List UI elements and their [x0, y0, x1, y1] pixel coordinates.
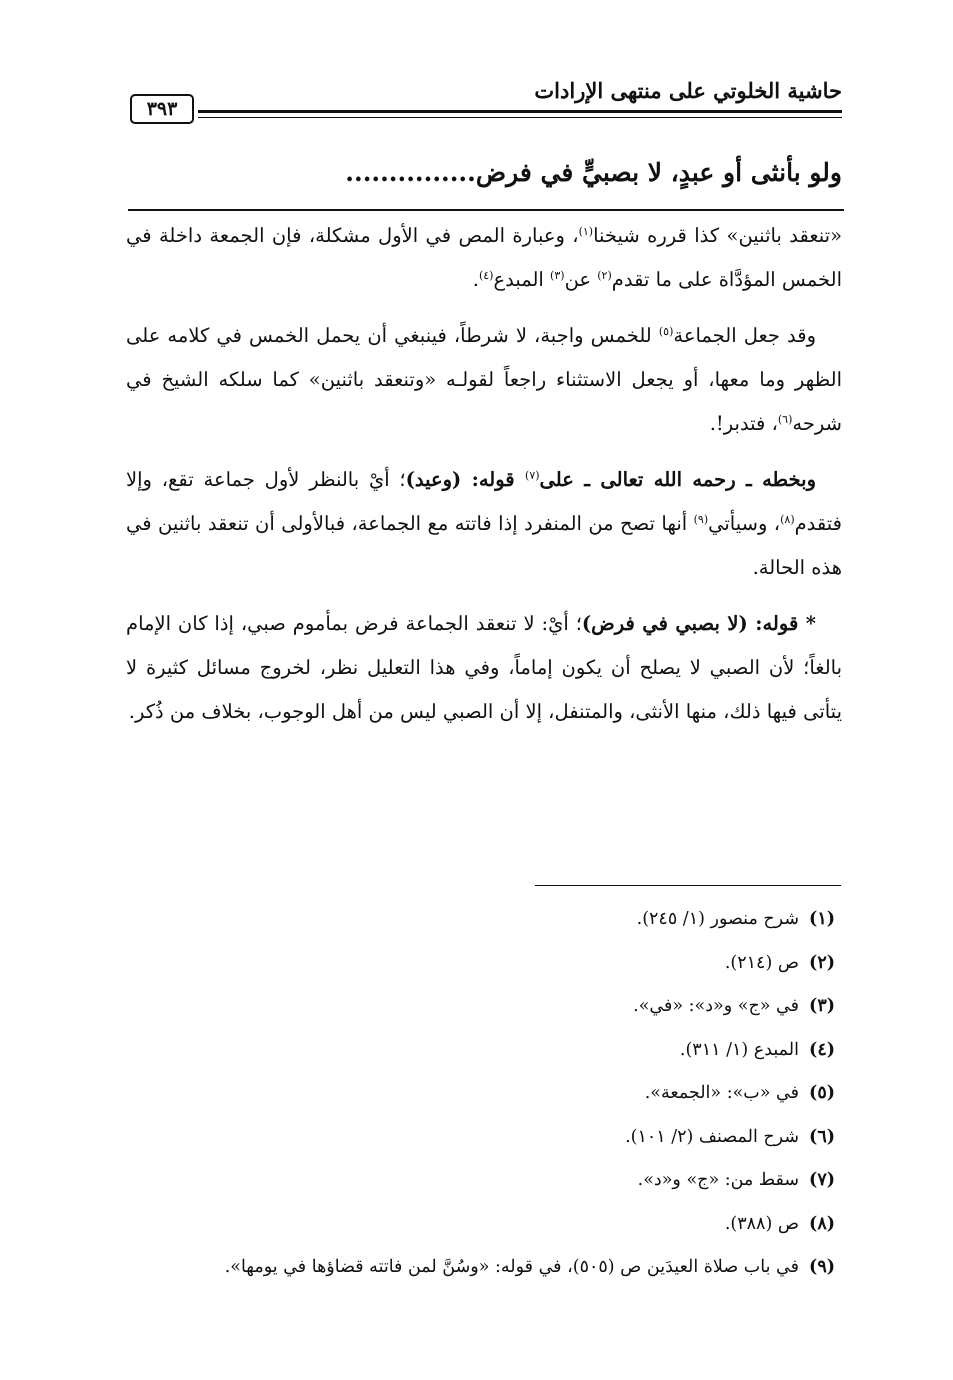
- footnote-number: (٧): [809, 1170, 835, 1190]
- footnote-text: المبدع (١/ ٣١١).: [679, 1039, 799, 1060]
- footnote-number: (٤): [809, 1039, 835, 1060]
- footnote-item: [129, 1159, 835, 1203]
- footnote-number: (٩): [809, 1257, 835, 1277]
- footnote-item: [129, 1116, 835, 1160]
- footnote-text: ص (٣٨٨).: [724, 1213, 799, 1234]
- page-number: ٣٩٣: [130, 94, 194, 124]
- footnote-divider: [535, 885, 841, 886]
- footnote-number: (٣): [809, 996, 835, 1016]
- text-run: المبدع: [493, 268, 551, 291]
- footnote-text: في باب صلاة العيدَين ص (٥٠٥)، في قوله: «وسُنَّ لمن فاتته قضاؤها في يومها».: [224, 1257, 799, 1277]
- footnote-ref[interactable]: (٧): [525, 469, 540, 482]
- text-run: ؛ أيْ بالنظر لأول جماعة تقع، وإلا فتقدم: [126, 468, 842, 535]
- text-run: للخمس واجبة، لا شرطاً، فينبغي أن يحمل الخمس في كلامه على الظهر وما معها، أو يجعل الاستثناء راجعاً لقولـه «وتنعقد باثنين» كما سلكه الشيخ في شرحه: [126, 324, 842, 435]
- running-title: حاشية الخلوتي على منتهى الإرادات: [534, 78, 842, 103]
- footnotes-list: [129, 898, 835, 1290]
- footnote-item: [129, 1029, 835, 1073]
- commentary-paragraph: [126, 458, 842, 590]
- footnote-ref[interactable]: (٤): [478, 269, 494, 282]
- commentary-paragraph: [126, 314, 842, 446]
- text-run: عن: [564, 268, 598, 291]
- footnote-number: (٥): [809, 1083, 835, 1103]
- text-run: وقد جعل الجماعة: [673, 324, 816, 347]
- text-run: * قوله: (لا بصبي في فرض): [581, 612, 816, 635]
- footnote-number: (١): [809, 909, 835, 929]
- footnote-ref[interactable]: (٣): [550, 269, 565, 282]
- footnote-ref[interactable]: (١): [578, 225, 594, 238]
- footnote-item: [129, 1246, 835, 1290]
- footnote-text: في «ب»: «الجمعة».: [644, 1083, 799, 1103]
- footnote-text: في «ج» و«د»: «في».: [633, 996, 799, 1016]
- footnote-number: (٨): [809, 1213, 835, 1234]
- footnote-number: (٦): [809, 1126, 835, 1147]
- text-run: ، فتدبر!.: [709, 412, 778, 435]
- text-run: ، وعبارة المص في الأول مشكلة، فإن الجمعة داخلة في الخمس المؤدَّاة على ما تقدم: [126, 224, 842, 291]
- footnote-item: [129, 1203, 835, 1247]
- footnote-item: [129, 985, 835, 1029]
- footnote-text: ص (٢١٤).: [724, 952, 799, 973]
- footnote-text: سقط من: «ج» و«د».: [637, 1170, 799, 1190]
- footnote-ref[interactable]: (٥): [658, 325, 674, 338]
- header-rule-thin: [198, 117, 842, 118]
- header-rule: [198, 110, 842, 113]
- footnote-ref[interactable]: (٩): [693, 513, 709, 526]
- matn-text: ولو بأنثى أو عبدٍ، لا بصبيٍّ في فرض: [475, 158, 842, 187]
- footnote-ref[interactable]: (٨): [780, 513, 795, 526]
- footnote-ref[interactable]: (٢): [597, 269, 612, 282]
- matn-divider: [128, 209, 844, 211]
- text-run: أنها تصح من المنفرد إذا فاتته مع الجماعة، فبالأولى أن تنعقد باثنين في هذه الحالة.: [126, 512, 842, 579]
- footnote-item: [129, 942, 835, 986]
- footnote-ref[interactable]: (٦): [777, 413, 793, 426]
- commentary-paragraph: [126, 602, 842, 734]
- footnote-number: (٢): [809, 952, 835, 973]
- commentary-body: [126, 214, 842, 746]
- footnote-text: شرح منصور (١/ ٢٤٥).: [636, 909, 799, 929]
- text-run: ؛ أيْ: لا تنعقد الجماعة فرض بمأموم صبي، إذا كان الإمام بالغاً؛ لأن الصبي لا يصلح أن يكون إماماً، وفي هذا التعليل نظر، لخروج مسائل كثيرة لا يتأتى فيها ذلك، منها الأنثى، والمتنفل، إلا أن الصبي ليس من أهل الوجوب، بخلاف من ذُكر.: [126, 612, 842, 723]
- text-run: قوله: (وعيد): [405, 468, 526, 491]
- footnote-text: شرح المصنف (٢/ ١٠١).: [625, 1126, 799, 1147]
- footnote-item: [129, 898, 835, 942]
- text-run: وبخطه ـ رحمه الله تعالى ـ على: [539, 468, 816, 491]
- commentary-paragraph: [126, 214, 842, 302]
- text-run: .: [472, 268, 479, 291]
- footnote-item: [129, 1072, 835, 1116]
- page-header: [128, 72, 842, 122]
- matn-line: [128, 158, 842, 187]
- text-run: ، وسيأتي: [708, 512, 781, 535]
- matn-dots: ...............: [345, 158, 476, 187]
- text-run: «تنعقد باثنين» كذا قرره شيخنا: [593, 224, 842, 247]
